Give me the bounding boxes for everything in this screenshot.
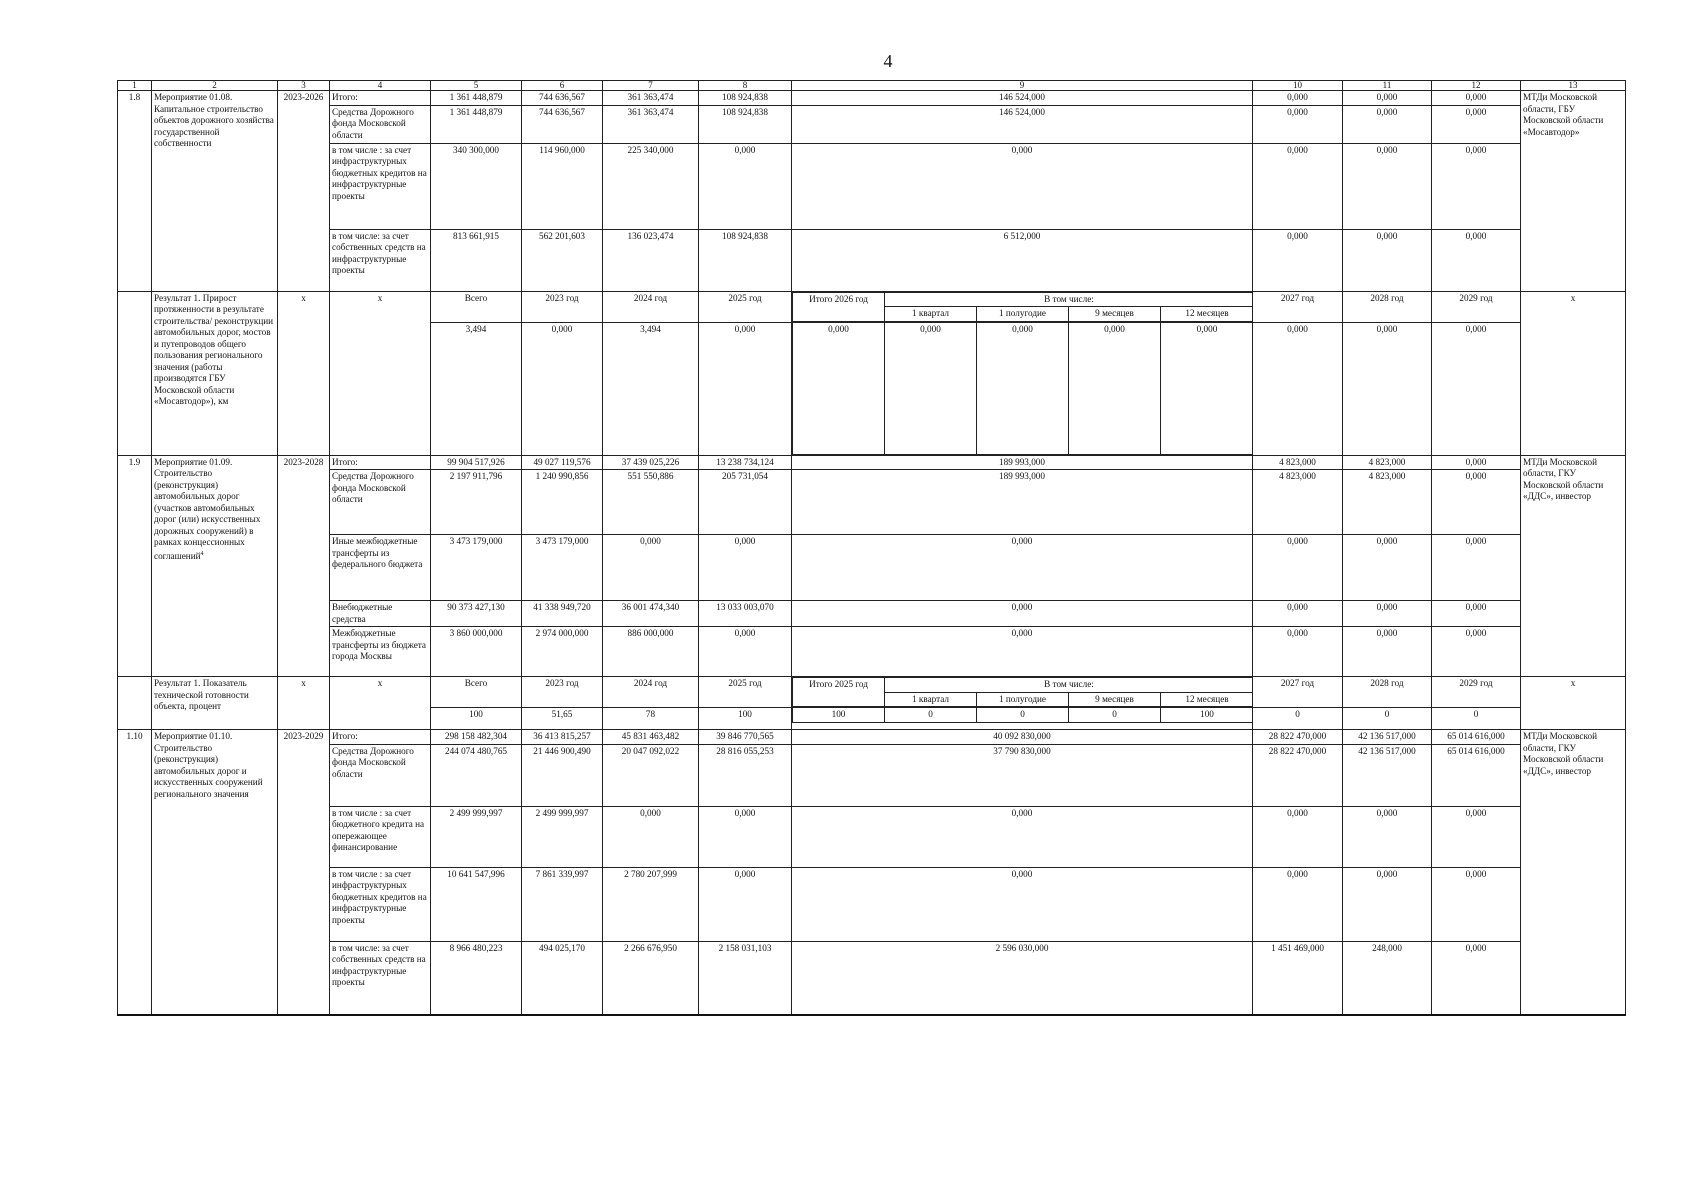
- value-cell: 2 499 999,997: [431, 806, 522, 867]
- value-cell: 298 158 482,304: [431, 730, 522, 745]
- result-header: 1 квартал: [885, 692, 977, 707]
- table-row: [118, 143, 1626, 229]
- result-header: Итого 2026 год: [793, 292, 885, 321]
- x-mark: x: [278, 291, 330, 455]
- result-header: 2027 год: [1253, 291, 1343, 322]
- table-row: [118, 535, 1626, 601]
- column-number: 12: [1432, 81, 1521, 91]
- measure-name: Мероприятие 01.10. Строительство (реконструкция) автомобильных дорог и искусственных сооружений регионального значения: [152, 730, 278, 1016]
- funding-source: Иные межбюджетные трансферты из федерального бюджета: [330, 535, 431, 601]
- value-cell: 40 092 830,000: [792, 730, 1253, 745]
- value-cell: 2 780 207,999: [603, 867, 699, 941]
- value-cell: 8 966 480,223: [431, 941, 522, 1015]
- value-cell: 0,000: [699, 806, 792, 867]
- value-cell: 2 499 999,997: [522, 806, 603, 867]
- result-header: Итого 2025 год: [793, 678, 885, 707]
- value-cell: 0,000: [1343, 535, 1432, 601]
- result-header: 2027 год: [1253, 677, 1343, 708]
- value-cell: 136 023,474: [603, 229, 699, 291]
- value-cell: 2 974 000,000: [522, 627, 603, 677]
- executor: МТДи Московской области, ГКУ Московской области «ДДС», инвестор: [1521, 455, 1626, 677]
- value-cell: 4 823,000: [1343, 470, 1432, 535]
- result-header: 1 полугодие: [977, 692, 1069, 707]
- result-header: В том числе:: [885, 678, 1253, 693]
- result-header-row: [118, 291, 1626, 322]
- value-cell: 49 027 119,576: [522, 455, 603, 470]
- table-row: [118, 627, 1626, 677]
- table-row: [118, 229, 1626, 291]
- footnote-mark: 4: [200, 550, 204, 557]
- quarter-header-table: [792, 677, 1253, 707]
- column-number: 3: [278, 81, 330, 91]
- value-cell: 108 924,838: [699, 229, 792, 291]
- table-row: [118, 105, 1626, 143]
- column-number: 2: [152, 81, 278, 91]
- result-header: 2023 год: [522, 291, 603, 322]
- quarter-header: [792, 291, 1253, 322]
- funding-source: в том числе : за счет бюджетного кредита на опережающее финансирование: [330, 806, 431, 867]
- value-cell: 340 300,000: [431, 143, 522, 229]
- value-cell: 90 373 427,130: [431, 601, 522, 627]
- value-cell: 0,000: [1432, 627, 1521, 677]
- result-value: 0,000: [885, 323, 977, 455]
- value-cell: 0,000: [603, 535, 699, 601]
- value-cell: 20 047 092,022: [603, 744, 699, 806]
- value-cell: 28 822 470,000: [1253, 744, 1343, 806]
- x-mark: x: [330, 291, 431, 455]
- value-cell: 4 823,000: [1343, 455, 1432, 470]
- table-row: [118, 867, 1626, 941]
- result-header: 2023 год: [522, 677, 603, 708]
- value-cell: 0,000: [699, 535, 792, 601]
- result-value: 0: [1343, 708, 1432, 730]
- value-cell: 0,000: [1253, 535, 1343, 601]
- value-cell: 65 014 616,000: [1432, 744, 1521, 806]
- measure-period: 2023-2026: [278, 91, 330, 292]
- value-cell: 0,000: [1343, 867, 1432, 941]
- value-cell: 108 924,838: [699, 105, 792, 143]
- value-cell: 0,000: [1343, 105, 1432, 143]
- funding-source: в том числе : за счет инфраструктурных бюджетных кредитов на инфраструктурные проекты: [330, 143, 431, 229]
- value-cell: 2 197 911,796: [431, 470, 522, 535]
- result-header: 2029 год: [1432, 291, 1521, 322]
- result-value: 51,65: [522, 708, 603, 730]
- value-cell: 1 451 469,000: [1253, 941, 1343, 1015]
- value-cell: 3 860 000,000: [431, 627, 522, 677]
- value-cell: 0,000: [1432, 455, 1521, 470]
- value-cell: 0,000: [792, 627, 1253, 677]
- value-cell: 0,000: [1432, 535, 1521, 601]
- value-cell: 562 201,603: [522, 229, 603, 291]
- result-value: 0,000: [977, 323, 1069, 455]
- value-cell: 0,000: [792, 143, 1253, 229]
- result-value: 78: [603, 708, 699, 730]
- value-cell: 0,000: [1432, 941, 1521, 1015]
- value-cell: 36 001 474,340: [603, 601, 699, 627]
- result-header: Всего: [431, 677, 522, 708]
- result-value: 0: [1253, 708, 1343, 730]
- result-header: 2024 год: [603, 291, 699, 322]
- value-cell: 2 596 030,000: [792, 941, 1253, 1015]
- funding-source: Внебюджетные средства: [330, 601, 431, 627]
- x-mark: x: [278, 677, 330, 730]
- value-cell: 0,000: [1253, 601, 1343, 627]
- value-cell: 886 000,000: [603, 627, 699, 677]
- row-number: 1.9: [118, 455, 152, 677]
- funding-source: Средства Дорожного фонда Московской области: [330, 744, 431, 806]
- result-value: 0: [977, 708, 1069, 722]
- value-cell: 0,000: [699, 867, 792, 941]
- value-cell: 146 524,000: [792, 91, 1253, 106]
- funding-source: Итого:: [330, 91, 431, 106]
- value-cell: 494 025,170: [522, 941, 603, 1015]
- result-header: 9 месяцев: [1069, 307, 1161, 322]
- value-cell: 10 641 547,996: [431, 867, 522, 941]
- x-mark: x: [1521, 677, 1626, 730]
- value-cell: 0,000: [1253, 806, 1343, 867]
- value-cell: 39 846 770,565: [699, 730, 792, 745]
- value-cell: 0,000: [603, 806, 699, 867]
- value-cell: 146 524,000: [792, 105, 1253, 143]
- value-cell: 3 473 179,000: [431, 535, 522, 601]
- result-header: 12 месяцев: [1161, 307, 1253, 322]
- value-cell: 45 831 463,482: [603, 730, 699, 745]
- table-row: [118, 806, 1626, 867]
- table-row: [118, 941, 1626, 1015]
- row-number: 1.10: [118, 730, 152, 1016]
- value-cell: 225 340,000: [603, 143, 699, 229]
- result-value: 3,494: [603, 322, 699, 455]
- result-value: 100: [793, 708, 885, 722]
- value-cell: 0,000: [1432, 105, 1521, 143]
- value-cell: 0,000: [792, 601, 1253, 627]
- value-cell: 0,000: [1432, 91, 1521, 106]
- funding-source: Средства Дорожного фонда Московской области: [330, 470, 431, 535]
- value-cell: 0,000: [699, 143, 792, 229]
- measure-name-text: Мероприятие 01.09. Строительство (реконструкция) автомобильных дорог (участков автомобильных дорог (или) искусственных дорожных сооружений) в рамках концессионных соглашений: [154, 456, 261, 561]
- result-value: 0,000: [1253, 322, 1343, 455]
- value-cell: 1 240 990,856: [522, 470, 603, 535]
- value-cell: 244 074 480,765: [431, 744, 522, 806]
- result-value: 100: [1161, 708, 1253, 722]
- table-row: [118, 744, 1626, 806]
- table-row: [118, 455, 1626, 470]
- value-cell: 0,000: [1432, 229, 1521, 291]
- result-header: Всего: [431, 291, 522, 322]
- value-cell: 0,000: [1253, 627, 1343, 677]
- funding-source: в том числе: за счет собственных средств на инфраструктурные проекты: [330, 229, 431, 291]
- value-cell: 248,000: [1343, 941, 1432, 1015]
- value-cell: 41 338 949,720: [522, 601, 603, 627]
- result-value: 3,494: [431, 322, 522, 455]
- value-cell: 744 636,567: [522, 105, 603, 143]
- value-cell: 1 361 448,879: [431, 105, 522, 143]
- funding-source: Итого:: [330, 455, 431, 470]
- executor: МТДи Московской области, ГБУ Московской области «Мосавтодор»: [1521, 91, 1626, 292]
- measure-name: Мероприятие 01.08. Капитальное строительство объектов дорожного хозяйства государственной собственности: [152, 91, 278, 292]
- result-value: 0: [1069, 708, 1161, 722]
- measure-period: 2023-2028: [278, 455, 330, 677]
- result-value: 0: [885, 708, 977, 722]
- value-cell: 0,000: [1253, 229, 1343, 291]
- result-value: 0: [1432, 708, 1521, 730]
- value-cell: 0,000: [1253, 105, 1343, 143]
- measure-name: [152, 455, 278, 677]
- value-cell: 361 363,474: [603, 105, 699, 143]
- value-cell: 0,000: [1343, 91, 1432, 106]
- value-cell: 65 014 616,000: [1432, 730, 1521, 745]
- value-cell: 205 731,054: [699, 470, 792, 535]
- value-cell: 4 823,000: [1253, 455, 1343, 470]
- result-header-row: [118, 677, 1626, 708]
- quarter-values-table: [792, 708, 1253, 723]
- program-table: [117, 80, 1626, 1016]
- result-value: 0,000: [1069, 323, 1161, 455]
- value-cell: 0,000: [1432, 867, 1521, 941]
- result-header: 2024 год: [603, 677, 699, 708]
- value-cell: 0,000: [1432, 806, 1521, 867]
- measure-period: 2023-2029: [278, 730, 330, 1016]
- quarter-values: [792, 708, 1253, 730]
- value-cell: 108 924,838: [699, 91, 792, 106]
- value-cell: 99 904 517,926: [431, 455, 522, 470]
- value-cell: 0,000: [1253, 143, 1343, 229]
- value-cell: 6 512,000: [792, 229, 1253, 291]
- column-number: 7: [603, 81, 699, 91]
- column-number: 6: [522, 81, 603, 91]
- table-row: [118, 601, 1626, 627]
- value-cell: 0,000: [792, 535, 1253, 601]
- result-name: Результат 1. Прирост протяженности в результате строительства/ реконструкции автомобильных дорог, мостов и путепроводов общего пользования регионального значения (работы производятся ГБУ Московской области «Мосавтодор»), км: [152, 291, 278, 455]
- value-cell: 813 661,915: [431, 229, 522, 291]
- value-cell: 7 861 339,997: [522, 867, 603, 941]
- column-number-row: [118, 81, 1626, 91]
- value-cell: 13 238 734,124: [699, 455, 792, 470]
- value-cell: 1 361 448,879: [431, 91, 522, 106]
- value-cell: 189 993,000: [792, 455, 1253, 470]
- empty-cell: [118, 291, 152, 455]
- funding-source: Итого:: [330, 730, 431, 745]
- result-header: 2028 год: [1343, 677, 1432, 708]
- value-cell: 36 413 815,257: [522, 730, 603, 745]
- value-cell: 21 446 900,490: [522, 744, 603, 806]
- column-number: 5: [431, 81, 522, 91]
- value-cell: 13 033 003,070: [699, 601, 792, 627]
- value-cell: 0,000: [1432, 143, 1521, 229]
- value-cell: 361 363,474: [603, 91, 699, 106]
- result-value: 0,000: [699, 322, 792, 455]
- result-header: 2025 год: [699, 677, 792, 708]
- result-value: 0,000: [522, 322, 603, 455]
- column-number: 11: [1343, 81, 1432, 91]
- result-header: 12 месяцев: [1161, 692, 1253, 707]
- empty-cell: [118, 677, 152, 730]
- column-number: 1: [118, 81, 152, 91]
- funding-source: в том числе: за счет собственных средств на инфраструктурные проекты: [330, 941, 431, 1015]
- funding-source: в том числе : за счет инфраструктурных бюджетных кредитов на инфраструктурные проекты: [330, 867, 431, 941]
- executor: МТДи Московской области, ГКУ Московской области «ДДС», инвестор: [1521, 730, 1626, 1016]
- column-number: 8: [699, 81, 792, 91]
- value-cell: 0,000: [792, 806, 1253, 867]
- funding-source: Средства Дорожного фонда Московской области: [330, 105, 431, 143]
- column-number: 9: [792, 81, 1253, 91]
- value-cell: 4 823,000: [1253, 470, 1343, 535]
- result-value: 0,000: [793, 323, 885, 455]
- result-header: 2028 год: [1343, 291, 1432, 322]
- value-cell: 3 473 179,000: [522, 535, 603, 601]
- value-cell: 551 550,886: [603, 470, 699, 535]
- result-value: 100: [431, 708, 522, 730]
- value-cell: 189 993,000: [792, 470, 1253, 535]
- value-cell: 0,000: [1432, 601, 1521, 627]
- value-cell: 0,000: [792, 867, 1253, 941]
- value-cell: 0,000: [1432, 470, 1521, 535]
- column-number: 10: [1253, 81, 1343, 91]
- result-value: 0,000: [1343, 322, 1432, 455]
- quarter-values-table: [792, 323, 1253, 455]
- value-cell: 0,000: [1253, 91, 1343, 106]
- table-row: [118, 730, 1626, 745]
- quarter-values: [792, 322, 1253, 455]
- result-header: 9 месяцев: [1069, 692, 1161, 707]
- column-number: 13: [1521, 81, 1626, 91]
- result-value: 0,000: [1161, 323, 1253, 455]
- value-cell: 37 790 830,000: [792, 744, 1253, 806]
- result-value: 100: [699, 708, 792, 730]
- value-cell: 114 960,000: [522, 143, 603, 229]
- value-cell: 744 636,567: [522, 91, 603, 106]
- value-cell: 42 136 517,000: [1343, 744, 1432, 806]
- value-cell: 37 439 025,226: [603, 455, 699, 470]
- row-number: 1.8: [118, 91, 152, 292]
- value-cell: 42 136 517,000: [1343, 730, 1432, 745]
- result-header: 2029 год: [1432, 677, 1521, 708]
- value-cell: 0,000: [1343, 627, 1432, 677]
- quarter-header-table: [792, 292, 1253, 322]
- result-header: 1 квартал: [885, 307, 977, 322]
- result-name: Результат 1. Показатель технической готовности объекта, процент: [152, 677, 278, 730]
- value-cell: 28 816 055,253: [699, 744, 792, 806]
- funding-source: Межбюджетные трансферты из бюджета города Москвы: [330, 627, 431, 677]
- result-value: 0,000: [1432, 322, 1521, 455]
- value-cell: 0,000: [1343, 601, 1432, 627]
- result-header: 1 полугодие: [977, 307, 1069, 322]
- value-cell: 0,000: [1343, 229, 1432, 291]
- column-number: 4: [330, 81, 431, 91]
- result-header: 2025 год: [699, 291, 792, 322]
- quarter-header: [792, 677, 1253, 708]
- result-header: В том числе:: [885, 292, 1253, 307]
- x-mark: x: [1521, 291, 1626, 455]
- table-row: [118, 470, 1626, 535]
- page-number: 4: [883, 51, 893, 71]
- value-cell: 0,000: [699, 627, 792, 677]
- value-cell: 0,000: [1253, 867, 1343, 941]
- value-cell: 2 158 031,103: [699, 941, 792, 1015]
- value-cell: 0,000: [1343, 806, 1432, 867]
- value-cell: 2 266 676,950: [603, 941, 699, 1015]
- value-cell: 0,000: [1343, 143, 1432, 229]
- table-row: [118, 91, 1626, 106]
- x-mark: x: [330, 677, 431, 730]
- value-cell: 28 822 470,000: [1253, 730, 1343, 745]
